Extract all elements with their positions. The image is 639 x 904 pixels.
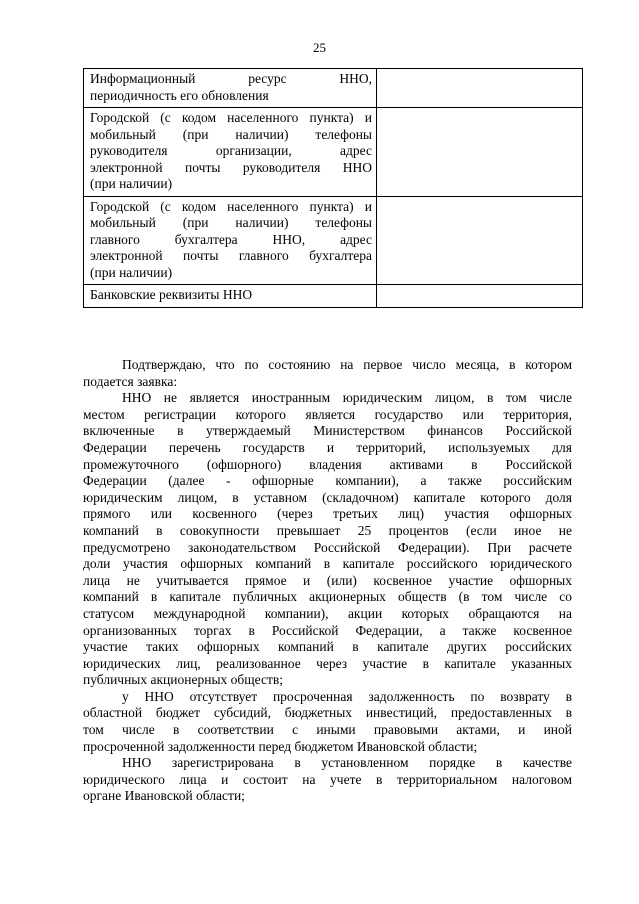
table-row (84, 69, 583, 108)
table-row (84, 108, 583, 197)
field-value-cell[interactable] (377, 69, 583, 108)
paragraph-line: ННО не является иностранным юридическим лицом, в том числе (122, 390, 572, 406)
paragraph-line: организованных торгах в Российской Федерации, а также косвенное (83, 622, 572, 638)
paragraph-line: юридическим лицом, в уставном (складочном) капитале которого доля (83, 489, 572, 505)
paragraph-line: лица не учитывается прямое и (или) косвенное участие офшорных (83, 572, 572, 588)
confirmation-text (83, 357, 572, 805)
paragraph-line: органе Ивановской области; (83, 788, 245, 804)
applicant-info-table (83, 68, 583, 308)
paragraph (83, 357, 572, 390)
paragraph-line: промежуточного (офшорного) владения активами в Российской (83, 456, 572, 472)
field-label-line: главного бухгалтера ННО, адрес (90, 231, 372, 247)
field-label-cell (84, 285, 377, 308)
paragraph-line: Подтверждаю, что по состоянию на первое число месяца, в котором (122, 357, 572, 372)
field-value-cell[interactable] (377, 285, 583, 308)
field-label-line: руководителя организации, адрес (90, 143, 372, 158)
field-label-line: (при наличии) (90, 176, 173, 191)
paragraph-line: включенные в утверждаемый Министерством финансов Российской (83, 423, 572, 439)
paragraph-line: доли участия офшорных компаний в капитале российского юридического (83, 556, 572, 572)
paragraph-line: юридических лиц, реализованное через участие в капитале указанных (83, 655, 572, 671)
table-row (84, 285, 583, 308)
paragraph-line: Федерации (далее - офшорные компании), а также российским (83, 473, 572, 489)
field-value-cell[interactable] (377, 196, 583, 285)
field-label-line: Банковские реквизиты ННО (90, 287, 253, 302)
field-label-cell (84, 196, 377, 285)
table-row (84, 196, 583, 285)
field-label-line: Информационный ресурс ННО, (90, 71, 372, 86)
paragraph-line: статусом международной компании), акции которых обращаются на (83, 605, 572, 621)
paragraph (83, 390, 572, 689)
paragraph (83, 689, 572, 755)
paragraph-line: ННО зарегистрирована в установленном порядке в качестве (122, 755, 572, 771)
field-label-line: периодичность его обновления (90, 87, 269, 103)
paragraph-line: подается заявка: (83, 373, 178, 389)
field-label-line: мобильный (при наличии) телефоны (90, 126, 372, 142)
field-value-cell[interactable] (377, 108, 583, 197)
field-label-line: электронной почты главного бухгалтера (90, 248, 372, 263)
paragraph-line: предусмотрено законодательством Российской Федерации). При расчете (83, 539, 572, 555)
field-label-line: мобильный (при наличии) телефоны (90, 215, 372, 230)
field-label-cell (84, 69, 377, 108)
paragraph-line: Федерации перечень государств и территорий, используемых для (83, 439, 572, 455)
paragraph-line: просроченной задолженности перед бюджетом Ивановской области; (83, 738, 478, 754)
field-label-line: (при наличии) (90, 264, 173, 280)
field-label-line: электронной почты руководителя ННО (90, 159, 372, 175)
paragraph (83, 755, 572, 805)
paragraph-line: юридического лица и состоит на учете в территориальном налоговом (83, 771, 572, 787)
field-label-line: Городской (с кодом населенного пункта) и (90, 198, 372, 214)
paragraph-line: участие таких офшорных компаний в капитале других российских (83, 639, 572, 655)
paragraph-line: том числе в соответствии с иными правовыми актами, и иной (83, 722, 572, 738)
paragraph-line: компаний в капитале публичных акционерных обществ (в том числе со (83, 589, 572, 605)
field-label-cell (84, 108, 377, 197)
paragraph-line: местом регистрации которого является государство или территория, (83, 406, 572, 422)
paragraph-line: у ННО отсутствует просроченная задолженность по возврату в (122, 688, 572, 704)
paragraph-line: прямого или косвенного (через третьих лиц) участия офшорных (83, 506, 572, 522)
field-label-line: Городской (с кодом населенного пункта) и (90, 110, 372, 125)
page-number: 25 (313, 40, 326, 55)
paragraph-line: публичных акционерных обществ; (83, 672, 283, 688)
paragraph-line: компаний в совокупности превышает 25 процентов (если иное не (83, 522, 572, 538)
paragraph-line: областной бюджет субсидий, бюджетных инвестиций, предоставленных в (83, 705, 572, 721)
